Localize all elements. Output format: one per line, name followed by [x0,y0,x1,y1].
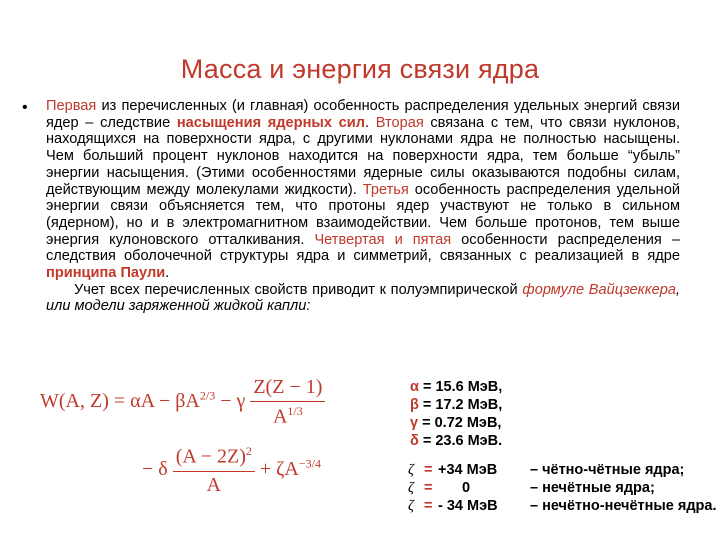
zeta-exponent: −3/4 [298,456,321,471]
constant-row: α = 15.6 МэВ, [410,379,503,395]
text-span: . [165,265,170,282]
symmetry-fraction [173,444,255,497]
formula-lhs: W(A, Z) = αA − βA [40,389,200,412]
formula-line-1 [40,376,325,429]
constant-row: γ = 0.72 МэВ, [410,415,502,431]
second-term: Вторая [375,114,424,131]
text-span: связана с тем, что связи нуклонов, находящихся на поверхности ядра, с другими нуклонами ядра не полностью насыщены. Чем больший процент нуклонов находится на поверхности ядра, тем больше “убыль” энергии насыщения. (Этими особенностями ядерные силы оказываются подобны силам, действующим между молекулами жидкости). [46,114,681,198]
zeta-row: ζ = +34 МэВ – чётно-чётные ядра; [408,462,685,478]
fraction-denominator: $A^{1/3}$ [272,404,303,428]
slide-title: Масса и энергия связи ядра [180,54,540,84]
constants-list [410,378,502,450]
coulomb-fraction [250,376,325,429]
constant-row: β = 17.2 МэВ, [410,397,503,413]
fraction-numerator: $(A - 2Z)^2$ [173,444,255,472]
formula-gamma: − γ [215,389,246,412]
zeta-values-list [408,461,716,515]
formula-delta: − δ [142,457,168,480]
text-span: особенность распределения удельной энергии связи объясняется тем, что протоны ядер участвуют не только в сильном (ядерном), но и в электромагнитном взаимодействии. Чем больше протонов, тем выше энергия кулоновского отталкивания. [46,181,680,248]
constant-row: δ = 23.6 МэВ. [410,433,503,449]
pauli-term: принципа Паули [46,265,166,282]
text-span: особенности распределения – следствия оболочечной структуры ядра и симметрий, связанных с реализацией в ядре [46,231,680,265]
fourth-fifth-term: Четвертая и пятая [314,231,452,248]
bullet-marker: • [22,99,28,116]
fraction-numerator: Z(Z − 1) [250,376,325,402]
zeta-row: ζ = - 34 МэВ – нечётно-нечётные ядра. [408,498,717,514]
fraction-denominator: A [206,473,221,496]
first-term: Первая [46,98,97,114]
zeta-row: ζ = 0 – нечётные ядра; [408,480,655,496]
formula-line-2 [142,444,321,497]
text-span: из перечисленных (и главная) особенность распределения удельных энергий связи ядер – следствие [46,98,680,131]
formula-zeta: + ζA [254,457,299,480]
saturation-term: насыщения ядерных сил [176,114,365,131]
body-paragraph [46,98,680,315]
weizsacker-formula-term: формуле Вайцзеккера [522,281,676,298]
third-term: Третья [362,181,409,198]
text-span: . [364,114,376,131]
text-span: Учет всех перечисленных свойств приводит к полуэмпирической [74,281,523,298]
beta-exponent: 2/3 [199,388,216,403]
text-span: , или модели заряженной жидкой капли: [46,281,680,315]
